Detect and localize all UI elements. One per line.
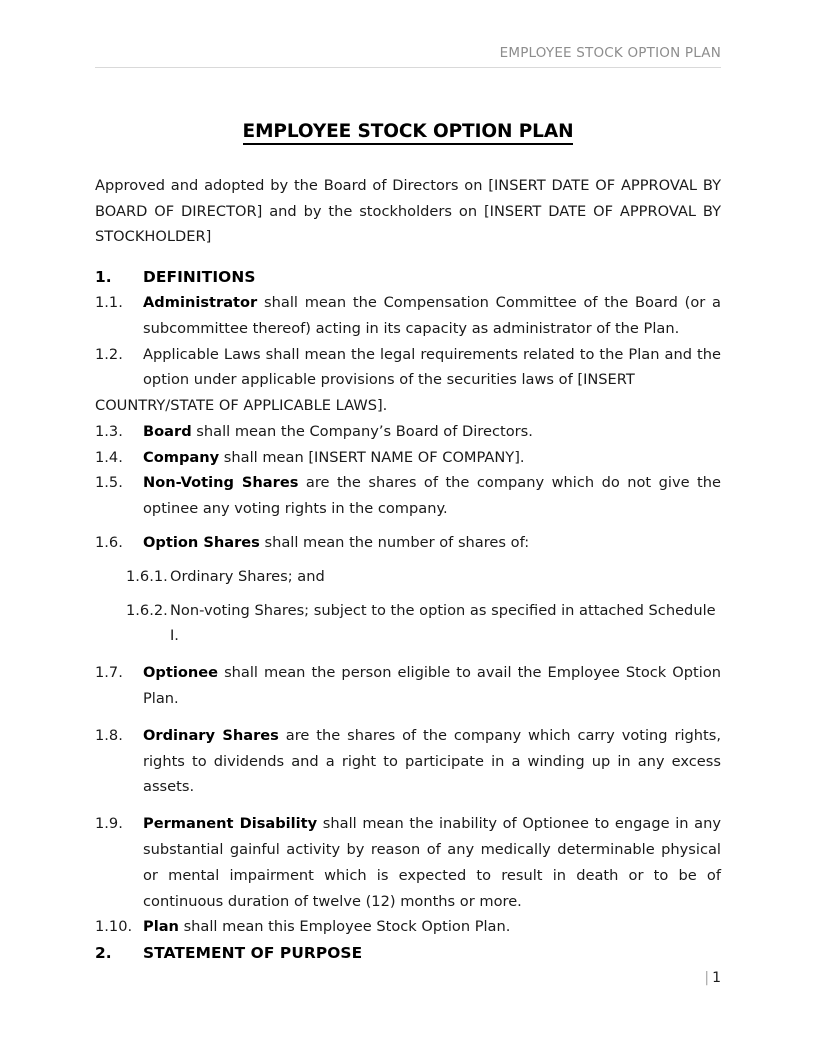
clause-1-5 — [95, 470, 721, 522]
clause-number: 1.3. — [95, 422, 123, 440]
clause-body — [143, 470, 721, 522]
section-title: DEFINITIONS — [143, 267, 256, 286]
subclause-1-6-1 — [126, 564, 721, 590]
clause-1-6 — [95, 530, 721, 556]
clause-1-1 — [95, 290, 721, 342]
intro-paragraph: Approved and adopted by the Board of Directors on [INSERT DATE OF APPROVAL BY BOARD OF DIRECTOR] and by the stockholders on [INSERT DATE OF APPROVAL BY STOCKHOLDER] — [95, 177, 721, 246]
section-number: 2. — [95, 944, 112, 963]
footer-separator: | — [704, 970, 710, 986]
page-title — [95, 120, 721, 143]
page-footer — [95, 970, 721, 987]
clause-body — [143, 660, 721, 712]
clause-definition: shall mean the person eligible to avail the Employee Stock Option Plan. — [143, 664, 721, 708]
clause-definition: shall mean [INSERT NAME OF COMPANY]. — [219, 448, 525, 466]
running-header-title: EMPLOYEE STOCK OPTION PLAN — [499, 45, 721, 61]
clause-definition: shall mean this Employee Stock Option Plan. — [178, 918, 511, 936]
clause-number: 1.9. — [95, 815, 123, 833]
spacer — [95, 712, 721, 723]
page-title-text: EMPLOYEE STOCK OPTION PLAN — [243, 121, 574, 145]
clause-number: 1.6. — [95, 534, 123, 552]
section-heading-2 — [95, 940, 721, 966]
spacer — [95, 522, 721, 530]
clause-1-10 — [95, 914, 721, 940]
clause-term: Permanent Disability — [143, 815, 318, 833]
clause-term: Optionee — [143, 664, 219, 682]
clause-term: Board — [143, 422, 192, 440]
page-header — [95, 45, 721, 68]
clause-body — [143, 811, 721, 914]
spacer — [95, 590, 721, 598]
clause-term: Non-Voting Shares — [143, 474, 299, 492]
header-divider — [95, 67, 721, 68]
clause-number: 1.4. — [95, 448, 123, 466]
clause-definition: Applicable Laws shall mean the legal requirements related to the Plan and the option under applicable provisions of the securities laws of [INSERT — [143, 345, 721, 389]
section-title: STATEMENT OF PURPOSE — [143, 944, 363, 963]
clause-body — [143, 530, 721, 556]
clause-term: Option Shares — [143, 534, 260, 552]
clause-term: Administrator — [143, 293, 258, 311]
clause-body — [143, 723, 721, 800]
clause-1-2-continuation: COUNTRY/STATE OF APPLICABLE LAWS]. — [95, 397, 388, 415]
clause-1-4 — [95, 445, 721, 471]
clause-definition: shall mean the Company’s Board of Directors. — [191, 422, 533, 440]
subclause-body: Ordinary Shares; and — [170, 567, 325, 585]
clause-1-2 — [95, 342, 721, 394]
clause-term: Ordinary Shares — [143, 726, 279, 744]
clause-body — [143, 342, 721, 394]
spacer — [95, 800, 721, 811]
clause-term: Plan — [143, 918, 179, 936]
clause-term: Company — [143, 448, 220, 466]
document-body — [95, 120, 721, 966]
clause-1-9 — [95, 811, 721, 914]
clause-body — [143, 445, 721, 471]
subclause-number: 1.6.2. — [126, 601, 168, 619]
subclause-1-6-2 — [126, 598, 721, 650]
clause-number: 1.7. — [95, 664, 123, 682]
section-heading-1 — [95, 264, 721, 290]
clause-definition: shall mean the Compensation Committee of the Board (or a subcommittee thereof) acting in its capacity as administrator of the Plan. — [143, 293, 721, 337]
clause-body — [143, 914, 721, 940]
clause-number: 1.8. — [95, 726, 123, 744]
subclause-body — [170, 598, 721, 650]
clause-number: 1.2. — [95, 345, 123, 363]
clause-1-3 — [95, 419, 721, 445]
clause-definition: shall mean the number of shares of: — [259, 534, 530, 552]
clause-number: 1.5. — [95, 474, 123, 492]
spacer — [95, 556, 721, 564]
clause-body — [143, 290, 721, 342]
clause-body — [143, 419, 721, 445]
clause-definition: are the shares of the company which carry voting rights, rights to dividends and a right to participate in a winding up in any excess assets. — [143, 726, 721, 796]
clause-number: 1.10. — [95, 918, 133, 936]
section-number: 1. — [95, 267, 112, 286]
clause-definition: are the shares of the company which do not give the optinee any voting rights in the company. — [143, 474, 721, 518]
spacer — [95, 649, 721, 660]
subclause-number: 1.6.1. — [126, 567, 168, 585]
subclause-1-6-2-continuation: I. — [170, 627, 179, 645]
clause-1-8 — [95, 723, 721, 800]
footer-page-number: 1 — [712, 970, 721, 986]
clause-1-7 — [95, 660, 721, 712]
subclause-text: Non-voting Shares; subject to the option as specified in attached Schedule — [170, 601, 716, 619]
clause-number: 1.1. — [95, 293, 123, 311]
clause-definition: shall mean the inability of Optionee to engage in any substantial gainful activity by reason of any medically determinable physical or mental impairment which is expected to result in death or to be of continuous duration of twelve (12) months or more. — [143, 815, 721, 910]
